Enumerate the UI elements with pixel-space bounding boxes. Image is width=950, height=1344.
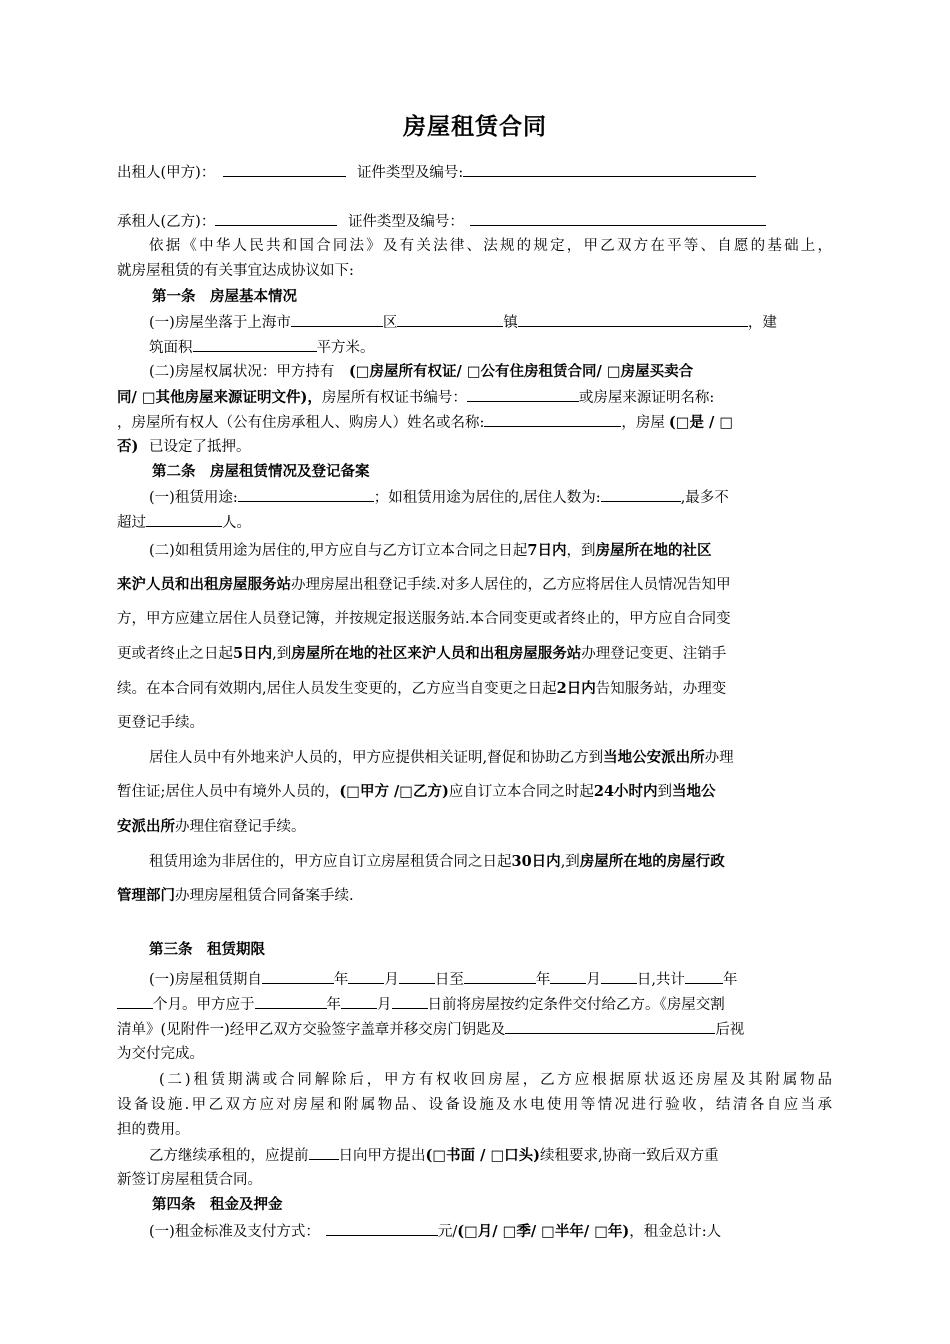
district-label: 区 xyxy=(382,315,398,331)
art1-area-line xyxy=(149,337,375,358)
bold-office: 当地公 xyxy=(672,783,716,800)
art2-max-line xyxy=(117,512,251,533)
owner-name-blank xyxy=(484,412,621,427)
art2-p2-line-2 xyxy=(117,575,731,595)
lessee-label: 承租人(乙方)： xyxy=(117,214,216,230)
end-month-blank xyxy=(550,969,586,984)
year-label: 年 xyxy=(326,997,341,1013)
document-title: 房屋租赁合同 xyxy=(403,113,547,140)
lessee-id-label: 证件类型及编号： xyxy=(347,214,464,230)
lessor-id-label: 证件类型及编号: xyxy=(356,165,464,181)
lessor-id-blank xyxy=(463,162,756,177)
rent-unit: 元/ xyxy=(437,1224,458,1240)
address-blank xyxy=(518,312,748,327)
art2-p2-line-6: 更登记手续。 xyxy=(117,715,204,731)
persons-unit: 人。 xyxy=(222,515,251,531)
exceed-label: 超过 xyxy=(117,515,146,531)
lessor-label: 出租人(甲方)： xyxy=(117,165,216,181)
text: 更或者终止之日起 xyxy=(117,646,233,662)
rent-period-options: (□月/ □季/ □半年/ □年) xyxy=(457,1223,630,1240)
area-unit: 平方米。 xyxy=(316,340,375,356)
article-2-heading: 第二条 房屋租赁情况及登记备案 xyxy=(152,463,370,480)
lessee-id-blank xyxy=(470,211,766,226)
start-month-blank xyxy=(348,969,384,984)
year-label: 年 xyxy=(722,972,738,988)
month-label: 月 xyxy=(586,972,601,988)
intro-line-1: 依据《中华人民共和国合同法》及有关法律、法规的规定，甲乙双方在平等、自愿的基础上， xyxy=(149,238,832,254)
art3-p2-line-2: 设备设施.甲乙双方应对房屋和附属物品、设备设施及水电使用等情况进行验收，结清各自应当承 xyxy=(117,1097,832,1113)
max-label: ,最多不 xyxy=(680,490,729,506)
town-label: 镇 xyxy=(503,315,518,331)
bold-deadline: 5日内 xyxy=(233,645,273,662)
text: 清单》(见附件一)经甲乙双方交验签字盖章并移交房门钥匙及 xyxy=(117,1022,506,1038)
bold-office: 来沪人员和出租房屋服务站 xyxy=(117,576,291,593)
renew-method-options: (□书面 / □口头) xyxy=(425,1147,541,1164)
bold-office: 安派出所 xyxy=(117,818,175,835)
art3-renew-line-2: 新签订房屋租赁合同。 xyxy=(117,1172,262,1188)
art1-p1-end: ，建 xyxy=(747,315,777,331)
month-label: 月 xyxy=(384,972,399,988)
ownership-text: (二)房屋权属状况：甲方持有 xyxy=(149,364,335,380)
art3-p2-line-3: 担的费用。 xyxy=(117,1122,190,1138)
mortgage-text: ，房屋 xyxy=(621,415,665,431)
art2-p3-line-3 xyxy=(117,817,306,837)
term-start-label: (一)房屋租赁期自 xyxy=(149,972,262,988)
text: 续租要求,协商一致后双方重 xyxy=(540,1148,719,1164)
art2-purpose-line xyxy=(149,487,729,508)
art2-p4-line-1 xyxy=(149,852,725,872)
text: 办理 xyxy=(704,750,734,766)
art3-term-line-3 xyxy=(117,1019,744,1040)
text: ，到 xyxy=(566,543,596,559)
art2-p3-line-2 xyxy=(117,782,716,802)
art3-term-line-2 xyxy=(117,994,725,1015)
text: 日向甲方提出 xyxy=(338,1148,426,1164)
purpose-label: (一)租赁用途: xyxy=(149,490,238,506)
art1-ownership-line-2 xyxy=(117,387,714,408)
bold-office: 管理部门 xyxy=(117,887,175,904)
text: ,到 xyxy=(272,646,292,662)
mortgage-options-end: 否) xyxy=(117,438,139,455)
bold-office: 房屋所在地的房屋行政 xyxy=(579,853,725,870)
text: 居住人员中有外地来沪人员的，甲方应提供相关证明,督促和协助乙方到 xyxy=(149,750,604,766)
mortgage-tail: 已设定了抵押。 xyxy=(148,439,251,455)
text: 日前将房屋按约定条件交付给乙方。《房屋交割 xyxy=(427,997,725,1013)
art1-location-line xyxy=(149,312,777,333)
lessor-line xyxy=(117,162,756,183)
text: 乙方继续承租的，应提前 xyxy=(149,1148,309,1164)
text: 后视 xyxy=(715,1022,745,1038)
art1-p1-text: (一)房屋坐落于上海市 xyxy=(149,315,291,331)
area-label: 筑面积 xyxy=(149,340,193,356)
certificate-no-blank xyxy=(467,387,579,402)
party-options: (□甲方 /□乙方) xyxy=(339,783,449,800)
article-4-heading: 第四条 租金及押金 xyxy=(152,1196,283,1213)
end-year-blank xyxy=(464,969,536,984)
art1-ownership-line-1 xyxy=(149,362,693,382)
text: 办理房屋租赁合同备案手续. xyxy=(175,888,354,904)
purpose-blank xyxy=(238,487,374,502)
area-blank xyxy=(193,337,317,352)
bold-office: 房屋所在地的社区 xyxy=(595,542,712,559)
town-blank xyxy=(397,312,503,327)
text: 租赁用途为非居住的，甲方应自订立房屋租赁合同之日起 xyxy=(149,854,512,870)
ownership-options: (□房屋所有权证/ □公有住房租赁合同/ □房屋买卖合 xyxy=(348,363,694,380)
rent-amount-blank xyxy=(326,1221,438,1236)
lessor-name-blank xyxy=(223,162,346,177)
art2-p2-line-4 xyxy=(117,644,726,664)
article-3-heading: 第三条 租赁期限 xyxy=(149,941,265,958)
month-label: 月 xyxy=(377,997,392,1013)
total-months-blank xyxy=(117,994,153,1009)
bold-deadline: 24小时内 xyxy=(593,783,658,800)
art2-p4-line-2 xyxy=(117,886,354,906)
art3-term-line-4: 为交付完成。 xyxy=(117,1046,204,1062)
text: 办理住宿登记手续。 xyxy=(175,819,306,835)
delivery-day-blank xyxy=(392,994,428,1009)
text: 到 xyxy=(657,784,673,800)
bold-office: 房屋所在地的社区来沪人员和出租房屋服务站 xyxy=(291,645,582,662)
delivery-label: 个月。甲方应于 xyxy=(153,997,255,1013)
day-to-label: 日至 xyxy=(434,972,464,988)
art2-p2-line-3: 方，甲方应建立居住人员登记簿，并按规定报送服务站.本合同变更或者终止的，甲方应自合同变 xyxy=(117,611,731,627)
year-label: 年 xyxy=(333,972,349,988)
keys-blank xyxy=(505,1019,715,1034)
max-persons-blank xyxy=(146,512,222,527)
owner-name-label: ，房屋所有权人（公有住房承租人、购房人）姓名或名称: xyxy=(117,415,485,431)
start-year-blank xyxy=(262,969,334,984)
text: ,到 xyxy=(560,854,580,870)
certificate-no-label: 房屋所有权证书编号： xyxy=(321,390,467,406)
total-years-blank xyxy=(685,969,723,984)
art4-rent-line xyxy=(149,1221,721,1242)
rent-total-label: ，租金总计:人 xyxy=(629,1224,722,1240)
bold-deadline: 2日内 xyxy=(556,680,596,697)
intro-line-2: 就房屋租赁的有关事宜达成协议如下: xyxy=(117,263,354,279)
lessee-name-blank xyxy=(215,211,337,226)
year-label: 年 xyxy=(535,972,551,988)
art3-p2-line-1: (二)租赁期满或合同解除后，甲方有权收回房屋，乙方应根据原状返还房屋及其附属物品 xyxy=(159,1072,832,1088)
occupants-blank xyxy=(601,487,681,502)
bold-deadline: 7日内 xyxy=(527,542,567,559)
start-day-blank xyxy=(399,969,435,984)
source-proof-label: 或房屋来源证明名称: xyxy=(578,390,715,406)
lessee-line xyxy=(117,211,766,232)
total-label: 日,共计 xyxy=(636,972,685,988)
mortgage-options: (□是 / □ xyxy=(668,414,734,431)
text: 应自订立本合同之时起 xyxy=(448,784,594,800)
delivery-year-blank xyxy=(255,994,327,1009)
end-day-blank xyxy=(601,969,637,984)
text: 续。在本合同有效期内,居住人员发生变更的，乙方应当自变更之日起 xyxy=(117,681,557,697)
text: (二)如租赁用途为居住的,甲方应自与乙方订立本合同之日起 xyxy=(149,543,528,559)
text: 办理登记变更、注销手 xyxy=(581,646,727,662)
article-1-heading: 第一条 房屋基本情况 xyxy=(152,288,297,305)
delivery-month-blank xyxy=(341,994,377,1009)
art2-p2-line-5 xyxy=(117,679,726,699)
art2-p3-line-1 xyxy=(149,748,734,768)
text: 暂住证;居住人员中有境外人员的， xyxy=(117,784,340,800)
renew-days-blank xyxy=(309,1145,339,1160)
art1-ownership-line-3 xyxy=(117,412,733,433)
text: 办理房屋出租登记手续.对多人居住的，乙方应将居住人员情况告知甲 xyxy=(291,577,731,593)
rent-label: (一)租金标准及支付方式： xyxy=(149,1224,320,1240)
occupants-label: ；如租赁用途为居住的,居住人数为: xyxy=(373,490,601,506)
bold-office: 当地公安派出所 xyxy=(603,749,705,766)
ownership-options-end: 同/ □其他房屋来源证明文件)， xyxy=(117,389,322,406)
bold-deadline: 30日内 xyxy=(511,853,561,870)
art1-ownership-line-4 xyxy=(117,437,250,457)
text: 告知服务站，办理变 xyxy=(595,681,727,697)
art3-term-line-1 xyxy=(149,969,737,990)
art3-renew-line-1 xyxy=(149,1145,719,1166)
district-blank xyxy=(291,312,383,327)
art2-p2-line-1 xyxy=(149,541,712,561)
